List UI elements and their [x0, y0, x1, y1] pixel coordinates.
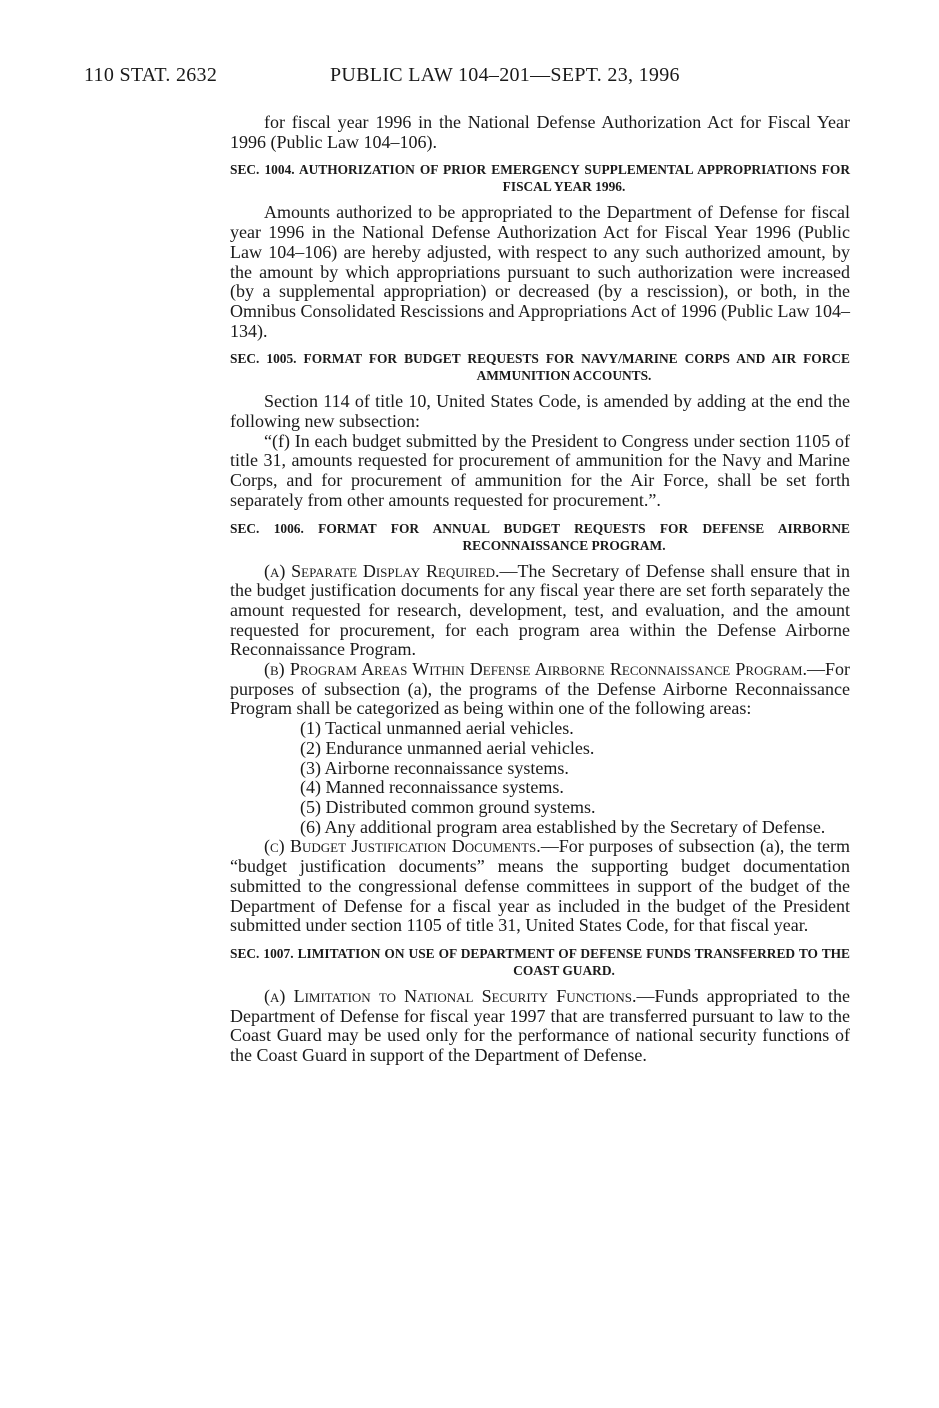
sec-1006-heading: SEC. 1006. FORMAT FOR ANNUAL BUDGET REQUESTS FOR DEFENSE AIRBORNE RECONNAISSANCE PROGRAM. [230, 520, 850, 553]
sec-1007-heading: SEC. 1007. LIMITATION ON USE OF DEPARTMENT OF DEFENSE FUNDS TRANSFERRED TO THE COAST GUARD. [230, 945, 850, 978]
page-body [230, 113, 850, 1066]
list-item: (4) Manned reconnaissance systems. [300, 777, 564, 798]
running-head: PUBLIC LAW 104–201—SEPT. 23, 1996 [330, 64, 680, 86]
sec-1007-subsection-a [230, 987, 850, 1066]
sec-1006-a-text: —The Secretary of Defense shall ensure that in the budget justification documents for any fiscal year there are set forth separately the amount requested for research, development, test, and evaluation, and the amount requested for procurement, for each program area within the Defense Airborne Reconnaissance Program. [230, 560, 850, 660]
sec-1006-b-text: —For purposes of subsection (a), the programs of the Defense Airborne Reconnaissance Program shall be categorized as being within one of the following areas: [230, 659, 850, 719]
sec-1006-subsection-c [230, 837, 850, 936]
statute-page-number: 110 STAT. 2632 [84, 64, 218, 86]
sec-1004-heading: SEC. 1004. AUTHORIZATION OF PRIOR EMERGENCY SUPPLEMENTAL APPROPRIATIONS FOR FISCAL YEAR 1996. [230, 162, 850, 195]
sec-1005-text: Section 114 of title 10, United States Code, is amended by adding at the end the following new subsection: [230, 391, 850, 432]
list-item: (2) Endurance unmanned aerial vehicles. [300, 737, 595, 758]
sec-1006-a-label: (a) Separate Display Required. [264, 560, 500, 581]
list-item: (3) Airborne reconnaissance systems. [300, 757, 569, 778]
sec-1006-b-label: (b) Program Areas Within Defense Airborne Reconnaissance Program. [264, 659, 807, 680]
sec-1007-a-text: —Funds appropriated to the Department of Defense for fiscal year 1997 that are transferred pursuant to law to the Coast Guard may be used only for the performance of national security functions of the Coast Guard in support of the Department of Defense. [230, 985, 850, 1066]
sec-1006-subsection-a [230, 562, 850, 661]
page-header [84, 64, 844, 90]
sec-1005-quoted-subsection: “(f) In each budget submitted by the President to Congress under section 1105 of title 31, amounts requested for procurement of ammunition for the Navy and Marine Corps, and for procurement of ammunition for the Air Force, shall be set forth separately from other amounts requested for procurement.”. [230, 430, 850, 510]
list-item: (5) Distributed common ground systems. [300, 796, 596, 817]
sec-1007-a-label: (a) Limitation to National Security Functions. [264, 985, 637, 1006]
sec-1005-heading: SEC. 1005. FORMAT FOR BUDGET REQUESTS FOR NAVY/MARINE CORPS AND AIR FORCE AMMUNITION ACCOUNTS. [230, 351, 850, 384]
sec-1006-c-label: (c) Budget Justification Documents. [264, 836, 541, 857]
list-item: (1) Tactical unmanned aerial vehicles. [300, 718, 574, 739]
sec-1004-text: Amounts authorized to be appropriated to the Department of Defense for fiscal year 1996 in the National Defense Authorization Act for Fiscal Year 1996 (Public Law 104–106) are hereby adjusted, with respect to any such authorized amount, by the amount by which appropriations pursuant to such authorization were increased (by a supplemental appropriation) or decreased (by a rescission), or both, in the Omnibus Consolidated Rescissions and Appropriations Act of 1996 (Public Law 104–134). [230, 202, 850, 341]
sec-1006-subsection-b [230, 660, 850, 719]
intro-continuation: for fiscal year 1996 in the National Defense Authorization Act for Fiscal Year 1996 (Public Law 104–106). [230, 112, 850, 152]
sec-1006-c-text: —For purposes of subsection (a), the term “budget justification documents” means the supporting budget documentation submitted to the congressional defense committees in support of the budget of the Department of Defense for a fiscal year as included in the budget of the President submitted under section 1105 of title 31, United States Code, for that fiscal year. [230, 836, 850, 936]
list-item: (6) Any additional program area established by the Secretary of Defense. [300, 816, 826, 837]
